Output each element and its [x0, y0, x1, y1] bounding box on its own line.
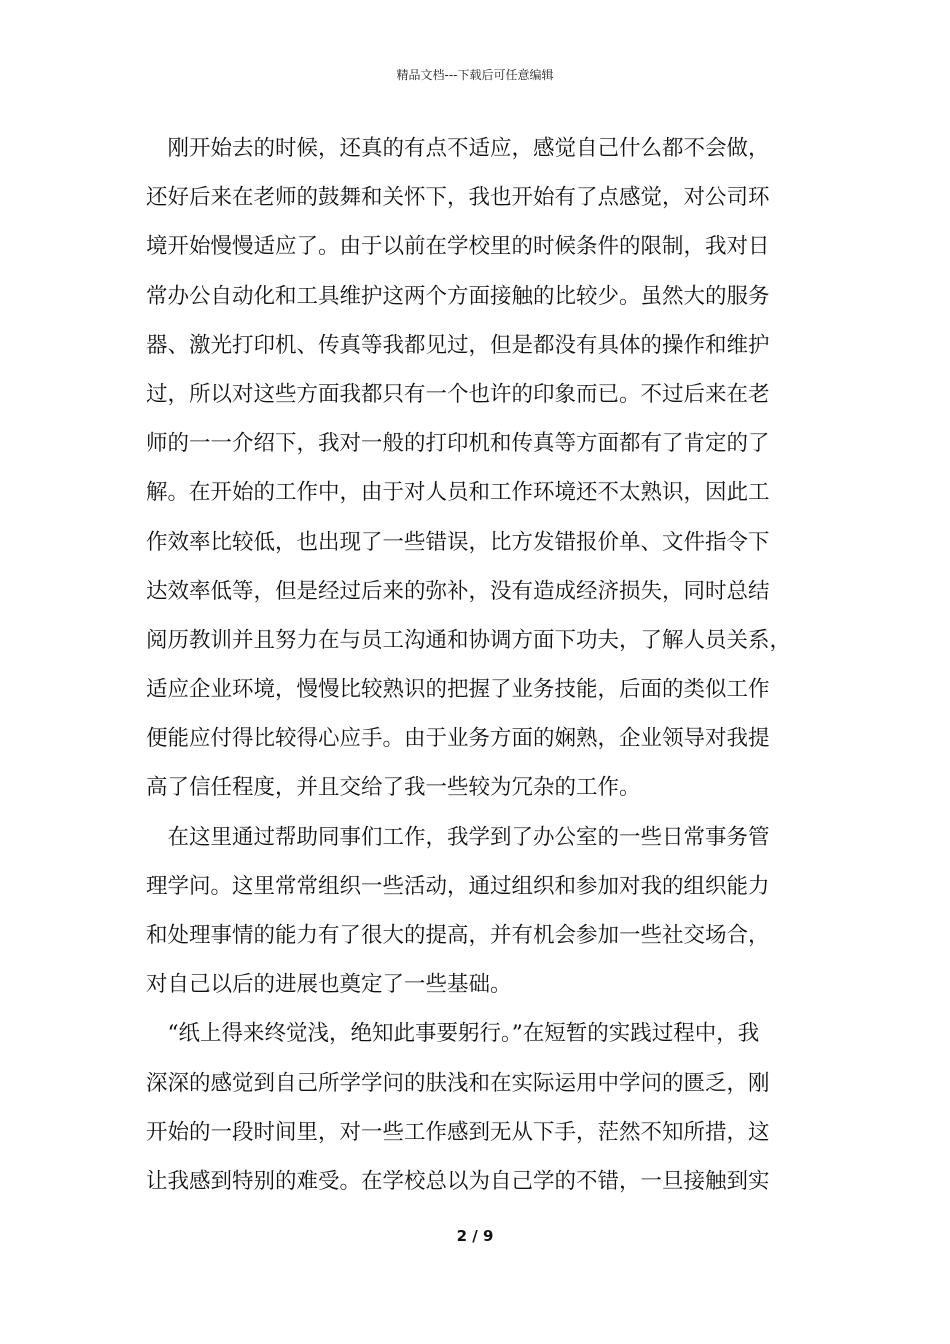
text-line: 常办公自动化和工具维护这两个方面接触的比较少。虽然大的服务	[146, 283, 770, 309]
text-line: 刚开始去的时候，还真的有点不适应，感觉自己什么都不会做，	[146, 136, 770, 161]
text-line: 高了信任程度，并且交给了我一些较为冗杂的工作。	[146, 775, 641, 801]
body-text	[146, 124, 826, 1206]
text-line: 在这里通过帮助同事们工作，我学到了办公室的一些日常事务管	[146, 824, 770, 850]
text-line: 开始的一段时间里，对一些工作感到无从下手，茫然不知所措，这	[146, 1119, 770, 1145]
page-number: 2 / 9	[456, 1227, 494, 1245]
text-line: 过，所以对这些方面我都只有一个也许的印象而已。不过后来在老	[146, 381, 770, 407]
text-line: 境开始慢慢适应了。由于以前在学校里的时候条件的限制，我对日	[146, 234, 770, 260]
text-line: 阅历教训并且努力在与员工沟通和协调方面下功夫，了解人员关系，	[146, 627, 792, 653]
text-line: 作效率比较低，也出现了一些错误，比方发错报价单、文件指令下	[146, 529, 770, 555]
text-line: 解。在开始的工作中，由于对人员和工作环境还不太熟识，因此工	[146, 480, 770, 506]
text-line: 适应企业环境，慢慢比较熟识的把握了业务技能，后面的类似工作	[146, 677, 770, 703]
text-line: 达效率低等，但是经过后来的弥补，没有造成经济损失，同时总结	[146, 578, 770, 604]
text-line: 让我感到特别的难受。在学校总以为自己学的不错，一旦接触到实	[146, 1168, 770, 1194]
text-line: 对自己以后的进展也奠定了一些基础。	[146, 972, 512, 998]
page-header: 精品文档---下载后可任意编辑	[396, 68, 554, 82]
text-line: 深深的感觉到自己所学学问的肤浅和在实际运用中学问的匮乏，刚	[146, 1070, 770, 1096]
text-line: 便能应付得比较得心应手。由于业务方面的娴熟，企业领导对我提	[146, 726, 770, 752]
text-line: 和处理事情的能力有了很大的提高，并有机会参加一些社交场合，	[146, 923, 770, 948]
text-line: 师的一一介绍下，我对一般的打印机和传真等方面都有了肯定的了	[146, 431, 770, 457]
text-line: 还好后来在老师的鼓舞和关怀下，我也开始有了点感觉，对公司环	[146, 185, 770, 211]
text-line: “纸上得来终觉浅，绝知此事要躬行。”在短暂的实践过程中，我	[146, 1021, 760, 1047]
text-line: 理学问。这里常常组织一些活动，通过组织和参加对我的组织能力	[146, 873, 770, 899]
text-line: 器、激光打印机、传真等我都见过，但是都没有具体的操作和维护	[146, 332, 770, 358]
